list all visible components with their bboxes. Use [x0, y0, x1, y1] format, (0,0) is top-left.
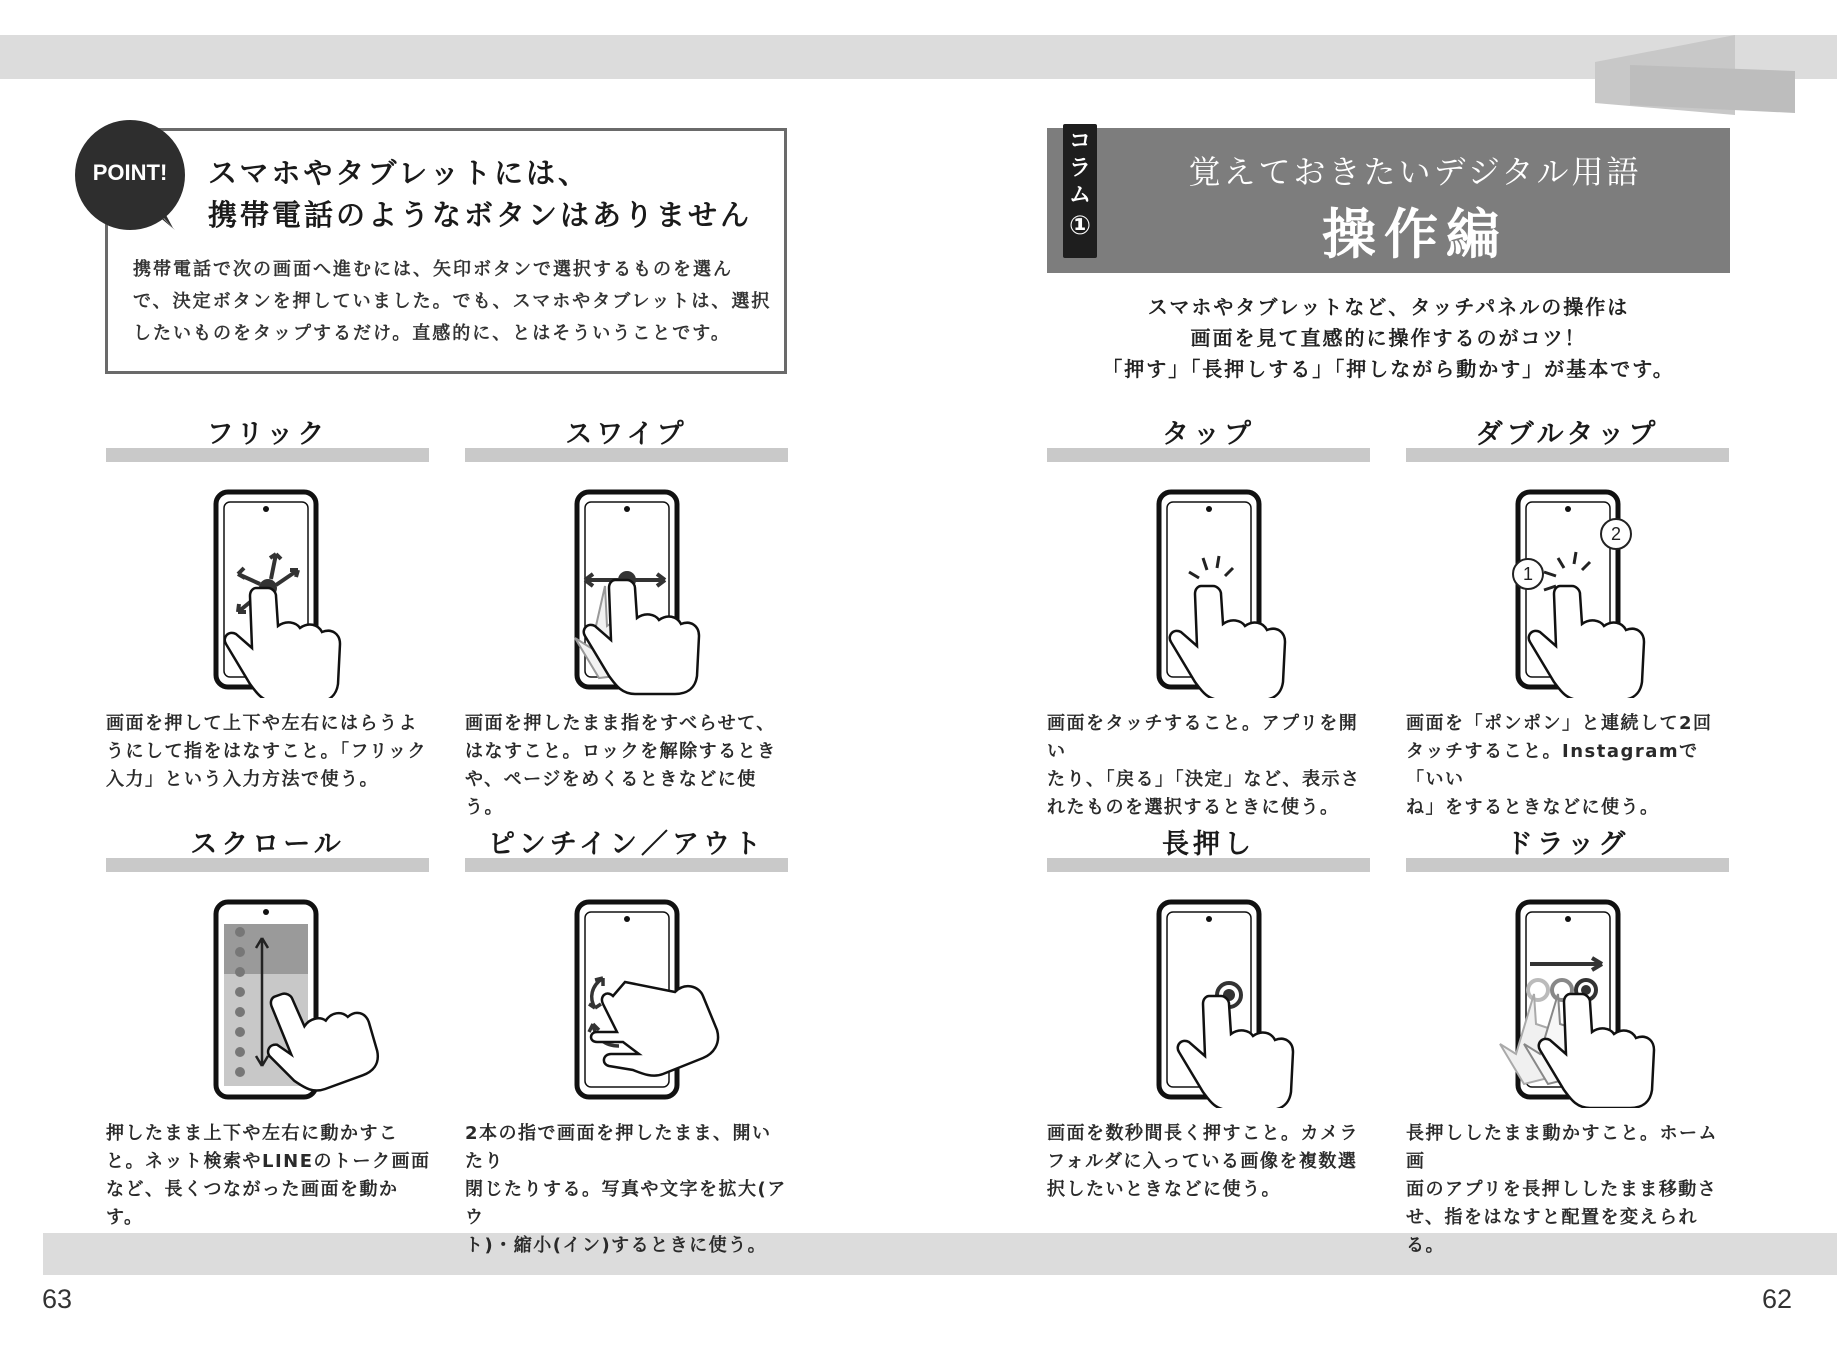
point-body-line: 携帯電話で次の画面へ進むには、矢印ボタンで選択するものを選ん [133, 259, 733, 280]
item-heading-swipe [465, 412, 788, 462]
desc-line: 画面を「ポンポン」と連続して2回 [1406, 713, 1713, 734]
point-title-line: 携帯電話のようなボタンはありません [208, 198, 753, 232]
item-title: フリック [206, 419, 329, 450]
column-subtitle: 覚えておきたいデジタル用語 [1188, 153, 1642, 191]
doubletap-illustration [1406, 488, 1729, 698]
column-tag-char: ① [1068, 211, 1091, 241]
swipe-illustration [465, 488, 788, 698]
top-band [0, 35, 1837, 79]
scroll-illustration [106, 898, 429, 1108]
desc-line: と。ネット検索やLINEのトーク画面 [106, 1151, 431, 1172]
item-desc-drag [1406, 1120, 1732, 1260]
item-heading-doubletap [1406, 412, 1729, 462]
item-desc-flick [106, 710, 432, 794]
drag-illustration [1406, 898, 1729, 1108]
item-title: タップ [1162, 419, 1255, 450]
desc-line: うにして指をはなすこと。「フリック [106, 741, 428, 762]
desc-line: や、ページをめくるときなどに使う。 [465, 769, 757, 818]
item-title: スクロール [190, 829, 345, 860]
column-title: 操作編 [1322, 203, 1508, 266]
column-intro [1047, 292, 1730, 385]
point-badge-label: POINT! [92, 160, 168, 185]
column-tag-char: ラ [1068, 156, 1091, 181]
point-body-line: で、決定ボタンを押していました。でも、スマホやタブレットは、選択 [133, 291, 772, 312]
intro-line: 画面を見て直感的に操作するのがコツ！ [1190, 326, 1587, 350]
item-title: ドラッグ [1505, 829, 1630, 860]
double-tap-mark-1: 1 [1512, 558, 1544, 590]
desc-line: フォルダに入っている画像を複数選 [1047, 1151, 1358, 1172]
desc-line: 入力」という入力方法で使う。 [106, 769, 379, 790]
item-heading-scroll [106, 822, 429, 872]
item-desc-pinch [465, 1120, 791, 1260]
desc-line: 画面を押したまま指をすべらせて、 [465, 713, 776, 734]
item-heading-tap [1047, 412, 1370, 462]
item-title: スワイプ [565, 419, 688, 450]
desc-line: 択したいときなどに使う。 [1047, 1179, 1281, 1200]
item-heading-drag [1406, 822, 1729, 872]
intro-line: スマホやタブレットなど、タッチパネルの操作は [1147, 295, 1630, 319]
desc-line: 閉じたりする。写真や文字を拡大(アウ [465, 1179, 787, 1228]
desc-line: 画面をタッチすること。アプリを開い [1047, 713, 1359, 762]
item-title: ダブルタップ [1475, 419, 1660, 450]
desc-line: ね」をするときなどに使う。 [1406, 797, 1660, 818]
item-desc-swipe [465, 710, 791, 822]
desc-line: はなすこと。ロックを解除するとき [465, 741, 777, 762]
desc-line: 2本の指で画面を押したまま、開いたり [465, 1123, 772, 1172]
item-heading-flick [106, 412, 429, 462]
column-tag-text [1063, 128, 1097, 240]
item-heading-pinch [465, 822, 788, 872]
item-desc-tap [1047, 710, 1373, 822]
tap-illustration [1047, 488, 1370, 698]
column-tag-char: ム [1068, 183, 1091, 208]
desc-line: 押したまま上下や左右に動かすこ [106, 1123, 399, 1144]
top-right-ribbon [1590, 35, 1800, 115]
flick-illustration [106, 488, 429, 698]
desc-line: 長押ししたまま動かすこと。ホーム画 [1406, 1123, 1718, 1172]
desc-line: たり、「戻る」「決定」など、表示さ [1047, 769, 1361, 790]
desc-line: タッチすること。Instagramで「いい [1406, 741, 1699, 790]
double-tap-mark-2: 2 [1600, 518, 1632, 550]
intro-line: 「押す」「長押しする」「押しながら動かす」が基本です。 [1102, 357, 1675, 381]
desc-line: 面のアプリを長押ししたまま移動さ [1406, 1179, 1718, 1200]
desc-line: 画面を数秒間長く押すこと。カメラ [1047, 1123, 1359, 1144]
point-body [133, 254, 773, 350]
desc-line: ト)・縮小(イン)するときに使う。 [465, 1235, 768, 1256]
desc-line: 画面を押して上下や左右にはらうよ [106, 713, 418, 734]
item-desc-longpress [1047, 1120, 1373, 1204]
item-desc-scroll [106, 1120, 432, 1232]
item-title: ピンチイン／アウト [487, 829, 766, 860]
desc-line: など、長くつながった画面を動かす。 [106, 1179, 399, 1228]
column-tag-char: コ [1068, 129, 1091, 154]
page-number-left: 63 [42, 1284, 73, 1314]
desc-line: れたものを選択するときに使う。 [1047, 797, 1340, 818]
point-title [208, 152, 752, 236]
point-body-line: したいものをタップするだけ。直感的に、とはそういうことです。 [133, 323, 731, 344]
page-number-right: 62 [1762, 1284, 1793, 1314]
point-bubble-tail [145, 200, 185, 240]
item-title: 長押し [1162, 829, 1255, 860]
point-title-line: スマホやタブレットには、 [208, 156, 590, 190]
item-heading-longpress [1047, 822, 1370, 872]
desc-line: せ、指をはなすと配置を変えられる。 [1406, 1207, 1698, 1256]
item-desc-doubletap [1406, 710, 1732, 822]
longpress-illustration [1047, 898, 1370, 1108]
pinch-illustration [465, 898, 788, 1108]
